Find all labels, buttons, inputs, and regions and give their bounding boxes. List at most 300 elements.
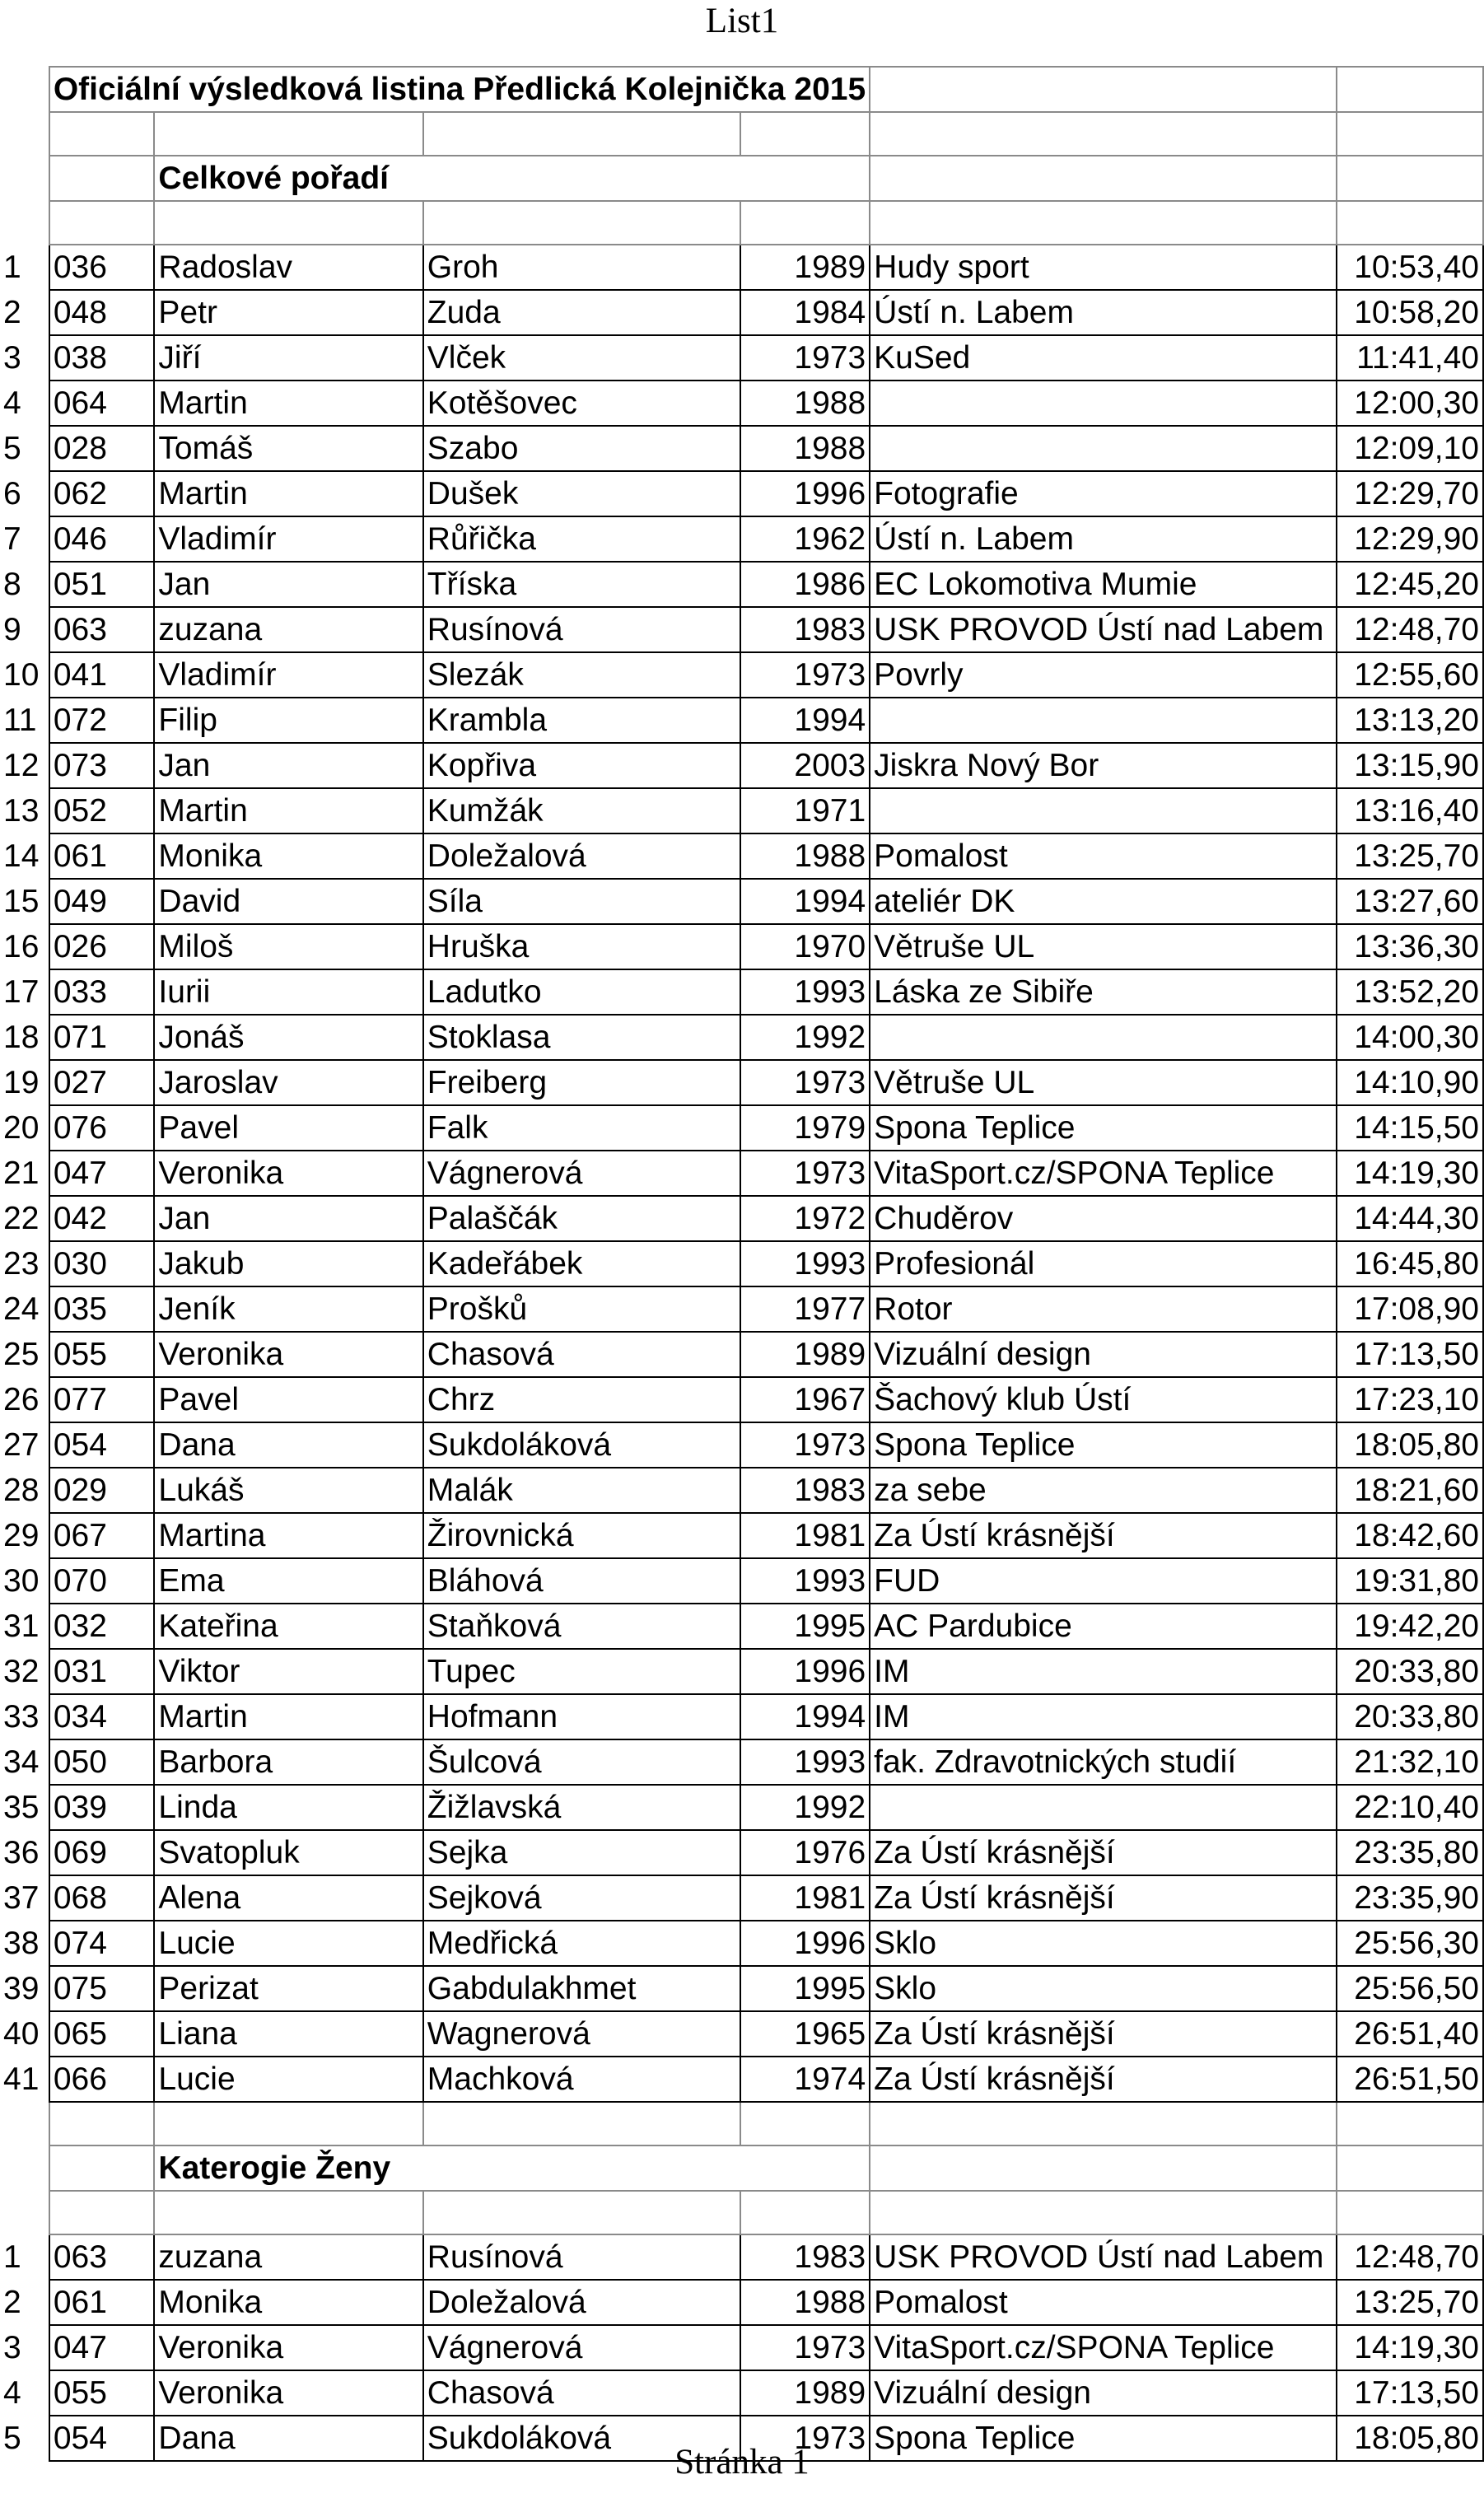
birth-year-cell: 1988 xyxy=(740,381,870,426)
time-cell: 14:10,90 xyxy=(1337,1060,1483,1105)
time-cell: 14:19,30 xyxy=(1337,2325,1483,2370)
club-cell xyxy=(870,698,1336,743)
results-table xyxy=(0,66,1484,2462)
start-number-cell: 047 xyxy=(49,1151,155,1196)
time-cell: 25:56,50 xyxy=(1337,1966,1483,2011)
last-name-cell: Palaščák xyxy=(423,1196,740,1241)
birth-year-cell: 1986 xyxy=(740,562,870,607)
start-number-cell: 042 xyxy=(49,1196,155,1241)
empty-cell xyxy=(423,112,740,156)
result-row xyxy=(0,1377,1483,1422)
empty-cell xyxy=(1337,67,1483,112)
rank-cell: 22 xyxy=(3,1201,40,1236)
birth-year-cell: 1993 xyxy=(740,1558,870,1604)
club-cell: IM xyxy=(870,1649,1336,1694)
birth-year-cell: 1971 xyxy=(740,788,870,833)
rank-cell: 33 xyxy=(3,1699,40,1735)
last-name-cell: Doležalová xyxy=(423,833,740,879)
time-cell: 14:19,30 xyxy=(1337,1151,1483,1196)
birth-year-cell: 1996 xyxy=(740,471,870,516)
sheet-name-header: List1 xyxy=(705,2,779,40)
club-cell: Vizuální design xyxy=(870,2370,1336,2416)
rank-cell: 7 xyxy=(3,521,21,557)
last-name-cell: Slezák xyxy=(423,652,740,698)
first-name-cell: Vladimír xyxy=(154,652,422,698)
birth-year-cell: 1989 xyxy=(740,245,870,290)
result-row xyxy=(0,516,1483,562)
rank-cell: 20 xyxy=(3,1110,40,1146)
first-name-cell: David xyxy=(154,879,422,924)
result-row xyxy=(0,1332,1483,1377)
club-cell: Vizuální design xyxy=(870,1332,1336,1377)
birth-year-cell: 1973 xyxy=(740,1422,870,1468)
rank-cell: 23 xyxy=(3,1246,40,1282)
start-number-cell: 032 xyxy=(49,1604,155,1649)
rank-cell: 28 xyxy=(3,1473,40,1508)
last-name-cell: Žižlavská xyxy=(423,1785,740,1830)
rank-cell: 40 xyxy=(3,2016,40,2052)
birth-year-cell: 1962 xyxy=(740,516,870,562)
last-name-cell: Freiberg xyxy=(423,1060,740,1105)
time-cell: 10:53,40 xyxy=(1337,245,1483,290)
first-name-cell: Petr xyxy=(154,290,422,335)
result-row xyxy=(0,1513,1483,1558)
last-name-cell: Zuda xyxy=(423,290,740,335)
time-cell: 14:15,50 xyxy=(1337,1105,1483,1151)
empty-cell xyxy=(1337,112,1483,156)
birth-year-cell: 1996 xyxy=(740,1649,870,1694)
last-name-cell: Malák xyxy=(423,1468,740,1513)
first-name-cell: Martin xyxy=(154,471,422,516)
last-name-cell: Chasová xyxy=(423,2370,740,2416)
first-name-cell: Vladimír xyxy=(154,516,422,562)
rank-cell: 16 xyxy=(3,929,40,964)
first-name-cell: Iurii xyxy=(154,969,422,1015)
first-name-cell: Svatopluk xyxy=(154,1830,422,1875)
rank-cell: 41 xyxy=(3,2061,40,2097)
start-number-cell: 030 xyxy=(49,1241,155,1286)
rank-cell: 37 xyxy=(3,1880,40,1916)
start-number-cell: 072 xyxy=(49,698,155,743)
rank-cell: 38 xyxy=(3,1926,40,1961)
rank-cell: 3 xyxy=(3,2330,21,2365)
start-number-cell: 054 xyxy=(49,2416,155,2461)
rank-cell: 9 xyxy=(3,612,21,647)
start-number-cell: 066 xyxy=(49,2057,155,2102)
first-name-cell: Martina xyxy=(154,1513,422,1558)
club-cell: Chuděrov xyxy=(870,1196,1336,1241)
club-cell xyxy=(870,1785,1336,1830)
club-cell: Rotor xyxy=(870,1286,1336,1332)
start-number-cell: 075 xyxy=(49,1966,155,2011)
rank-cell: 17 xyxy=(3,974,40,1010)
last-name-cell: Kumžák xyxy=(423,788,740,833)
first-name-cell: Veronika xyxy=(154,2370,422,2416)
start-number-cell: 074 xyxy=(49,1921,155,1966)
start-number-cell: 029 xyxy=(49,1468,155,1513)
time-cell: 11:41,40 xyxy=(1337,335,1483,381)
page-title: Oficiální výsledková listina Předlická Kolejnička 2015 xyxy=(49,67,870,112)
time-cell: 13:27,60 xyxy=(1337,879,1483,924)
start-number-cell: 049 xyxy=(49,879,155,924)
result-row xyxy=(0,924,1483,969)
club-cell: Větruše UL xyxy=(870,924,1336,969)
empty-cell xyxy=(423,2102,740,2145)
birth-year-cell: 1995 xyxy=(740,1604,870,1649)
empty-cell xyxy=(49,156,155,201)
rank-cell: 24 xyxy=(3,1291,40,1327)
club-cell: Sklo xyxy=(870,1921,1336,1966)
result-row xyxy=(0,2370,1483,2416)
rank-cell: 10 xyxy=(3,657,40,693)
time-cell: 12:09,10 xyxy=(1337,426,1483,471)
time-cell: 20:33,80 xyxy=(1337,1649,1483,1694)
result-row xyxy=(0,2011,1483,2057)
page-footer: Stránka 1 xyxy=(674,2443,810,2482)
result-row xyxy=(0,788,1483,833)
birth-year-cell: 1973 xyxy=(740,652,870,698)
first-name-cell: Alena xyxy=(154,1875,422,1921)
rank-cell: 3 xyxy=(3,340,21,376)
result-row xyxy=(0,1649,1483,1694)
empty-cell xyxy=(740,201,870,245)
time-cell: 17:13,50 xyxy=(1337,2370,1483,2416)
last-name-cell: Tříska xyxy=(423,562,740,607)
first-name-cell: Veronika xyxy=(154,1332,422,1377)
club-cell: VitaSport.cz/SPONA Teplice xyxy=(870,2325,1336,2370)
result-row xyxy=(0,1694,1483,1739)
last-name-cell: Krambla xyxy=(423,698,740,743)
time-cell: 13:15,90 xyxy=(1337,743,1483,788)
last-name-cell: Ladutko xyxy=(423,969,740,1015)
empty-cell xyxy=(49,112,155,156)
rank-cell: 1 xyxy=(3,2239,21,2275)
result-row xyxy=(0,335,1483,381)
last-name-cell: Rusínová xyxy=(423,607,740,652)
result-row xyxy=(0,1739,1483,1785)
birth-year-cell: 1989 xyxy=(740,1332,870,1377)
rank-cell: 13 xyxy=(3,793,40,829)
section-heading: Celkové pořadí xyxy=(154,156,870,201)
club-cell: Povrly xyxy=(870,652,1336,698)
last-name-cell: Staňková xyxy=(423,1604,740,1649)
empty-cell xyxy=(1337,2145,1483,2191)
empty-cell xyxy=(49,201,155,245)
birth-year-cell: 1981 xyxy=(740,1875,870,1921)
rank-cell xyxy=(0,201,49,245)
last-name-cell: Tupec xyxy=(423,1649,740,1694)
last-name-cell: Kotěšovec xyxy=(423,381,740,426)
result-row xyxy=(0,969,1483,1015)
time-cell: 18:21,60 xyxy=(1337,1468,1483,1513)
last-name-cell: Sejková xyxy=(423,1875,740,1921)
rank-cell xyxy=(0,2145,49,2191)
birth-year-cell: 1992 xyxy=(740,1785,870,1830)
first-name-cell: Ema xyxy=(154,1558,422,1604)
start-number-cell: 070 xyxy=(49,1558,155,1604)
birth-year-cell: 1972 xyxy=(740,1196,870,1241)
empty-cell xyxy=(870,67,1336,112)
start-number-cell: 051 xyxy=(49,562,155,607)
last-name-cell: Chasová xyxy=(423,1332,740,1377)
club-cell: Za Ústí krásnější xyxy=(870,2011,1336,2057)
empty-cell xyxy=(870,156,1336,201)
last-name-cell: Szabo xyxy=(423,426,740,471)
result-row xyxy=(0,245,1483,290)
result-row xyxy=(0,743,1483,788)
rank-cell: 8 xyxy=(3,567,21,602)
first-name-cell: Dana xyxy=(154,2416,422,2461)
empty-cell xyxy=(1337,156,1483,201)
time-cell: 10:58,20 xyxy=(1337,290,1483,335)
first-name-cell: Martin xyxy=(154,381,422,426)
empty-cell xyxy=(49,2191,155,2234)
start-number-cell: 039 xyxy=(49,1785,155,1830)
result-row xyxy=(0,1785,1483,1830)
last-name-cell: Medřická xyxy=(423,1921,740,1966)
birth-year-cell: 1988 xyxy=(740,833,870,879)
first-name-cell: Jan xyxy=(154,743,422,788)
time-cell: 14:44,30 xyxy=(1337,1196,1483,1241)
result-row xyxy=(0,833,1483,879)
club-cell: za sebe xyxy=(870,1468,1336,1513)
last-name-cell: Falk xyxy=(423,1105,740,1151)
first-name-cell: Martin xyxy=(154,1694,422,1739)
time-cell: 12:48,70 xyxy=(1337,607,1483,652)
time-cell: 18:05,80 xyxy=(1337,2416,1483,2461)
start-number-cell: 027 xyxy=(49,1060,155,1105)
last-name-cell: Hofmann xyxy=(423,1694,740,1739)
rank-cell: 4 xyxy=(3,385,21,421)
time-cell: 12:45,20 xyxy=(1337,562,1483,607)
rank-cell xyxy=(0,2191,49,2234)
start-number-cell: 077 xyxy=(49,1377,155,1422)
time-cell: 17:08,90 xyxy=(1337,1286,1483,1332)
section-heading-row xyxy=(0,156,1483,201)
club-cell: Láska ze Sibiře xyxy=(870,969,1336,1015)
empty-cell xyxy=(740,112,870,156)
time-cell: 12:29,90 xyxy=(1337,516,1483,562)
result-row xyxy=(0,1558,1483,1604)
club-cell xyxy=(870,1015,1336,1060)
first-name-cell: zuzana xyxy=(154,607,422,652)
birth-year-cell: 1967 xyxy=(740,1377,870,1422)
birth-year-cell: 1993 xyxy=(740,969,870,1015)
rank-cell: 4 xyxy=(3,2375,21,2411)
result-row xyxy=(0,381,1483,426)
rank-cell: 29 xyxy=(3,1518,40,1553)
empty-cell xyxy=(870,2102,1336,2145)
rank-cell: 35 xyxy=(3,1790,40,1825)
start-number-cell: 076 xyxy=(49,1105,155,1151)
start-number-cell: 071 xyxy=(49,1015,155,1060)
rank-cell: 21 xyxy=(3,1156,40,1191)
rank-cell: 32 xyxy=(3,1654,40,1689)
first-name-cell: Veronika xyxy=(154,1151,422,1196)
empty-cell xyxy=(870,112,1336,156)
birth-year-cell: 1979 xyxy=(740,1105,870,1151)
time-cell: 13:52,20 xyxy=(1337,969,1483,1015)
club-cell: Ústí n. Labem xyxy=(870,516,1336,562)
last-name-cell: Gabdulakhmet xyxy=(423,1966,740,2011)
empty-cell xyxy=(870,2191,1336,2234)
time-cell: 12:55,60 xyxy=(1337,652,1483,698)
empty-cell xyxy=(154,112,422,156)
time-cell: 18:42,60 xyxy=(1337,1513,1483,1558)
time-cell: 25:56,30 xyxy=(1337,1921,1483,1966)
result-row xyxy=(0,879,1483,924)
result-row xyxy=(0,1286,1483,1332)
birth-year-cell: 1996 xyxy=(740,1921,870,1966)
time-cell: 19:31,80 xyxy=(1337,1558,1483,1604)
time-cell: 20:33,80 xyxy=(1337,1694,1483,1739)
time-cell: 23:35,80 xyxy=(1337,1830,1483,1875)
club-cell: Šachový klub Ústí xyxy=(870,1377,1336,1422)
first-name-cell: Jaroslav xyxy=(154,1060,422,1105)
rank-cell: 19 xyxy=(3,1065,40,1100)
club-cell: ateliér DK xyxy=(870,879,1336,924)
club-cell: AC Pardubice xyxy=(870,1604,1336,1649)
first-name-cell: Jiří xyxy=(154,335,422,381)
result-row xyxy=(0,1966,1483,2011)
empty-cell xyxy=(1337,2102,1483,2145)
birth-year-cell: 2003 xyxy=(740,743,870,788)
first-name-cell: Viktor xyxy=(154,1649,422,1694)
rank-cell: 30 xyxy=(3,1563,40,1599)
last-name-cell: Prošků xyxy=(423,1286,740,1332)
first-name-cell: Lucie xyxy=(154,2057,422,2102)
first-name-cell: Dana xyxy=(154,1422,422,1468)
first-name-cell: Lucie xyxy=(154,1921,422,1966)
result-row xyxy=(0,1196,1483,1241)
rank-cell: 34 xyxy=(3,1744,40,1780)
birth-year-cell: 1973 xyxy=(740,2325,870,2370)
club-cell xyxy=(870,426,1336,471)
rank-cell: 5 xyxy=(3,431,21,466)
last-name-cell: Růřička xyxy=(423,516,740,562)
birth-year-cell: 1973 xyxy=(740,2416,870,2461)
result-row xyxy=(0,290,1483,335)
club-cell: Pomalost xyxy=(870,2280,1336,2325)
club-cell: Ústí n. Labem xyxy=(870,290,1336,335)
birth-year-cell: 1974 xyxy=(740,2057,870,2102)
start-number-cell: 028 xyxy=(49,426,155,471)
time-cell: 22:10,40 xyxy=(1337,1785,1483,1830)
club-cell: Sklo xyxy=(870,1966,1336,2011)
empty-cell xyxy=(870,2145,1336,2191)
birth-year-cell: 1976 xyxy=(740,1830,870,1875)
result-row xyxy=(0,607,1483,652)
start-number-cell: 052 xyxy=(49,788,155,833)
time-cell: 13:25,70 xyxy=(1337,833,1483,879)
rank-cell xyxy=(0,156,49,201)
club-cell: Pomalost xyxy=(870,833,1336,879)
birth-year-cell: 1983 xyxy=(740,1468,870,1513)
last-name-cell: Vágnerová xyxy=(423,2325,740,2370)
empty-cell xyxy=(870,201,1336,245)
start-number-cell: 069 xyxy=(49,1830,155,1875)
time-cell: 12:00,30 xyxy=(1337,381,1483,426)
first-name-cell: Jeník xyxy=(154,1286,422,1332)
result-row xyxy=(0,2057,1483,2102)
empty-cell xyxy=(740,2191,870,2234)
birth-year-cell: 1992 xyxy=(740,1015,870,1060)
first-name-cell: Perizat xyxy=(154,1966,422,2011)
empty-cell xyxy=(49,2102,155,2145)
empty-cell xyxy=(154,2102,422,2145)
last-name-cell: Stoklasa xyxy=(423,1015,740,1060)
first-name-cell: Linda xyxy=(154,1785,422,1830)
rank-cell: 11 xyxy=(3,703,37,738)
time-cell: 17:13,50 xyxy=(1337,1332,1483,1377)
result-row xyxy=(0,1921,1483,1966)
birth-year-cell: 1988 xyxy=(740,426,870,471)
last-name-cell: Bláhová xyxy=(423,1558,740,1604)
last-name-cell: Vágnerová xyxy=(423,1151,740,1196)
first-name-cell: Monika xyxy=(154,833,422,879)
result-row xyxy=(0,1604,1483,1649)
rank-cell: 5 xyxy=(3,2421,21,2456)
start-number-cell: 048 xyxy=(49,290,155,335)
last-name-cell: Sukdoláková xyxy=(423,1422,740,1468)
time-cell: 26:51,50 xyxy=(1337,2057,1483,2102)
last-name-cell: Žirovnická xyxy=(423,1513,740,1558)
last-name-cell: Groh xyxy=(423,245,740,290)
first-name-cell: Veronika xyxy=(154,2325,422,2370)
rank-cell xyxy=(0,2102,49,2145)
first-name-cell: Jan xyxy=(154,1196,422,1241)
last-name-cell: Vlček xyxy=(423,335,740,381)
start-number-cell: 031 xyxy=(49,1649,155,1694)
section-heading: Katerogie Ženy xyxy=(154,2145,870,2191)
start-number-cell: 046 xyxy=(49,516,155,562)
start-number-cell: 038 xyxy=(49,335,155,381)
result-row xyxy=(0,698,1483,743)
rank-cell: 31 xyxy=(3,1609,40,1644)
last-name-cell: Dušek xyxy=(423,471,740,516)
last-name-cell: Machková xyxy=(423,2057,740,2102)
club-cell: KuSed xyxy=(870,335,1336,381)
first-name-cell: Jonáš xyxy=(154,1015,422,1060)
time-cell: 26:51,40 xyxy=(1337,2011,1483,2057)
birth-year-cell: 1977 xyxy=(740,1286,870,1332)
result-row xyxy=(0,1151,1483,1196)
rank-cell: 14 xyxy=(3,838,40,874)
section-heading-row xyxy=(0,2145,1483,2191)
club-cell: Za Ústí krásnější xyxy=(870,1830,1336,1875)
start-number-cell: 047 xyxy=(49,2325,155,2370)
first-name-cell: Kateřina xyxy=(154,1604,422,1649)
empty-cell xyxy=(423,2191,740,2234)
club-cell: USK PROVOD Ústí nad Labem xyxy=(870,607,1336,652)
club-cell: Za Ústí krásnější xyxy=(870,1513,1336,1558)
result-row xyxy=(0,1105,1483,1151)
rank-cell xyxy=(0,112,49,156)
last-name-cell: Rusínová xyxy=(423,2234,740,2280)
start-number-cell: 073 xyxy=(49,743,155,788)
club-cell: FUD xyxy=(870,1558,1336,1604)
start-number-cell: 041 xyxy=(49,652,155,698)
start-number-cell: 035 xyxy=(49,1286,155,1332)
first-name-cell: zuzana xyxy=(154,2234,422,2280)
club-cell: Spona Teplice xyxy=(870,1105,1336,1151)
last-name-cell: Kadeřábek xyxy=(423,1241,740,1286)
club-cell: Spona Teplice xyxy=(870,2416,1336,2461)
result-row xyxy=(0,426,1483,471)
result-row xyxy=(0,1015,1483,1060)
birth-year-cell: 1994 xyxy=(740,1694,870,1739)
spacer-row xyxy=(0,201,1483,245)
